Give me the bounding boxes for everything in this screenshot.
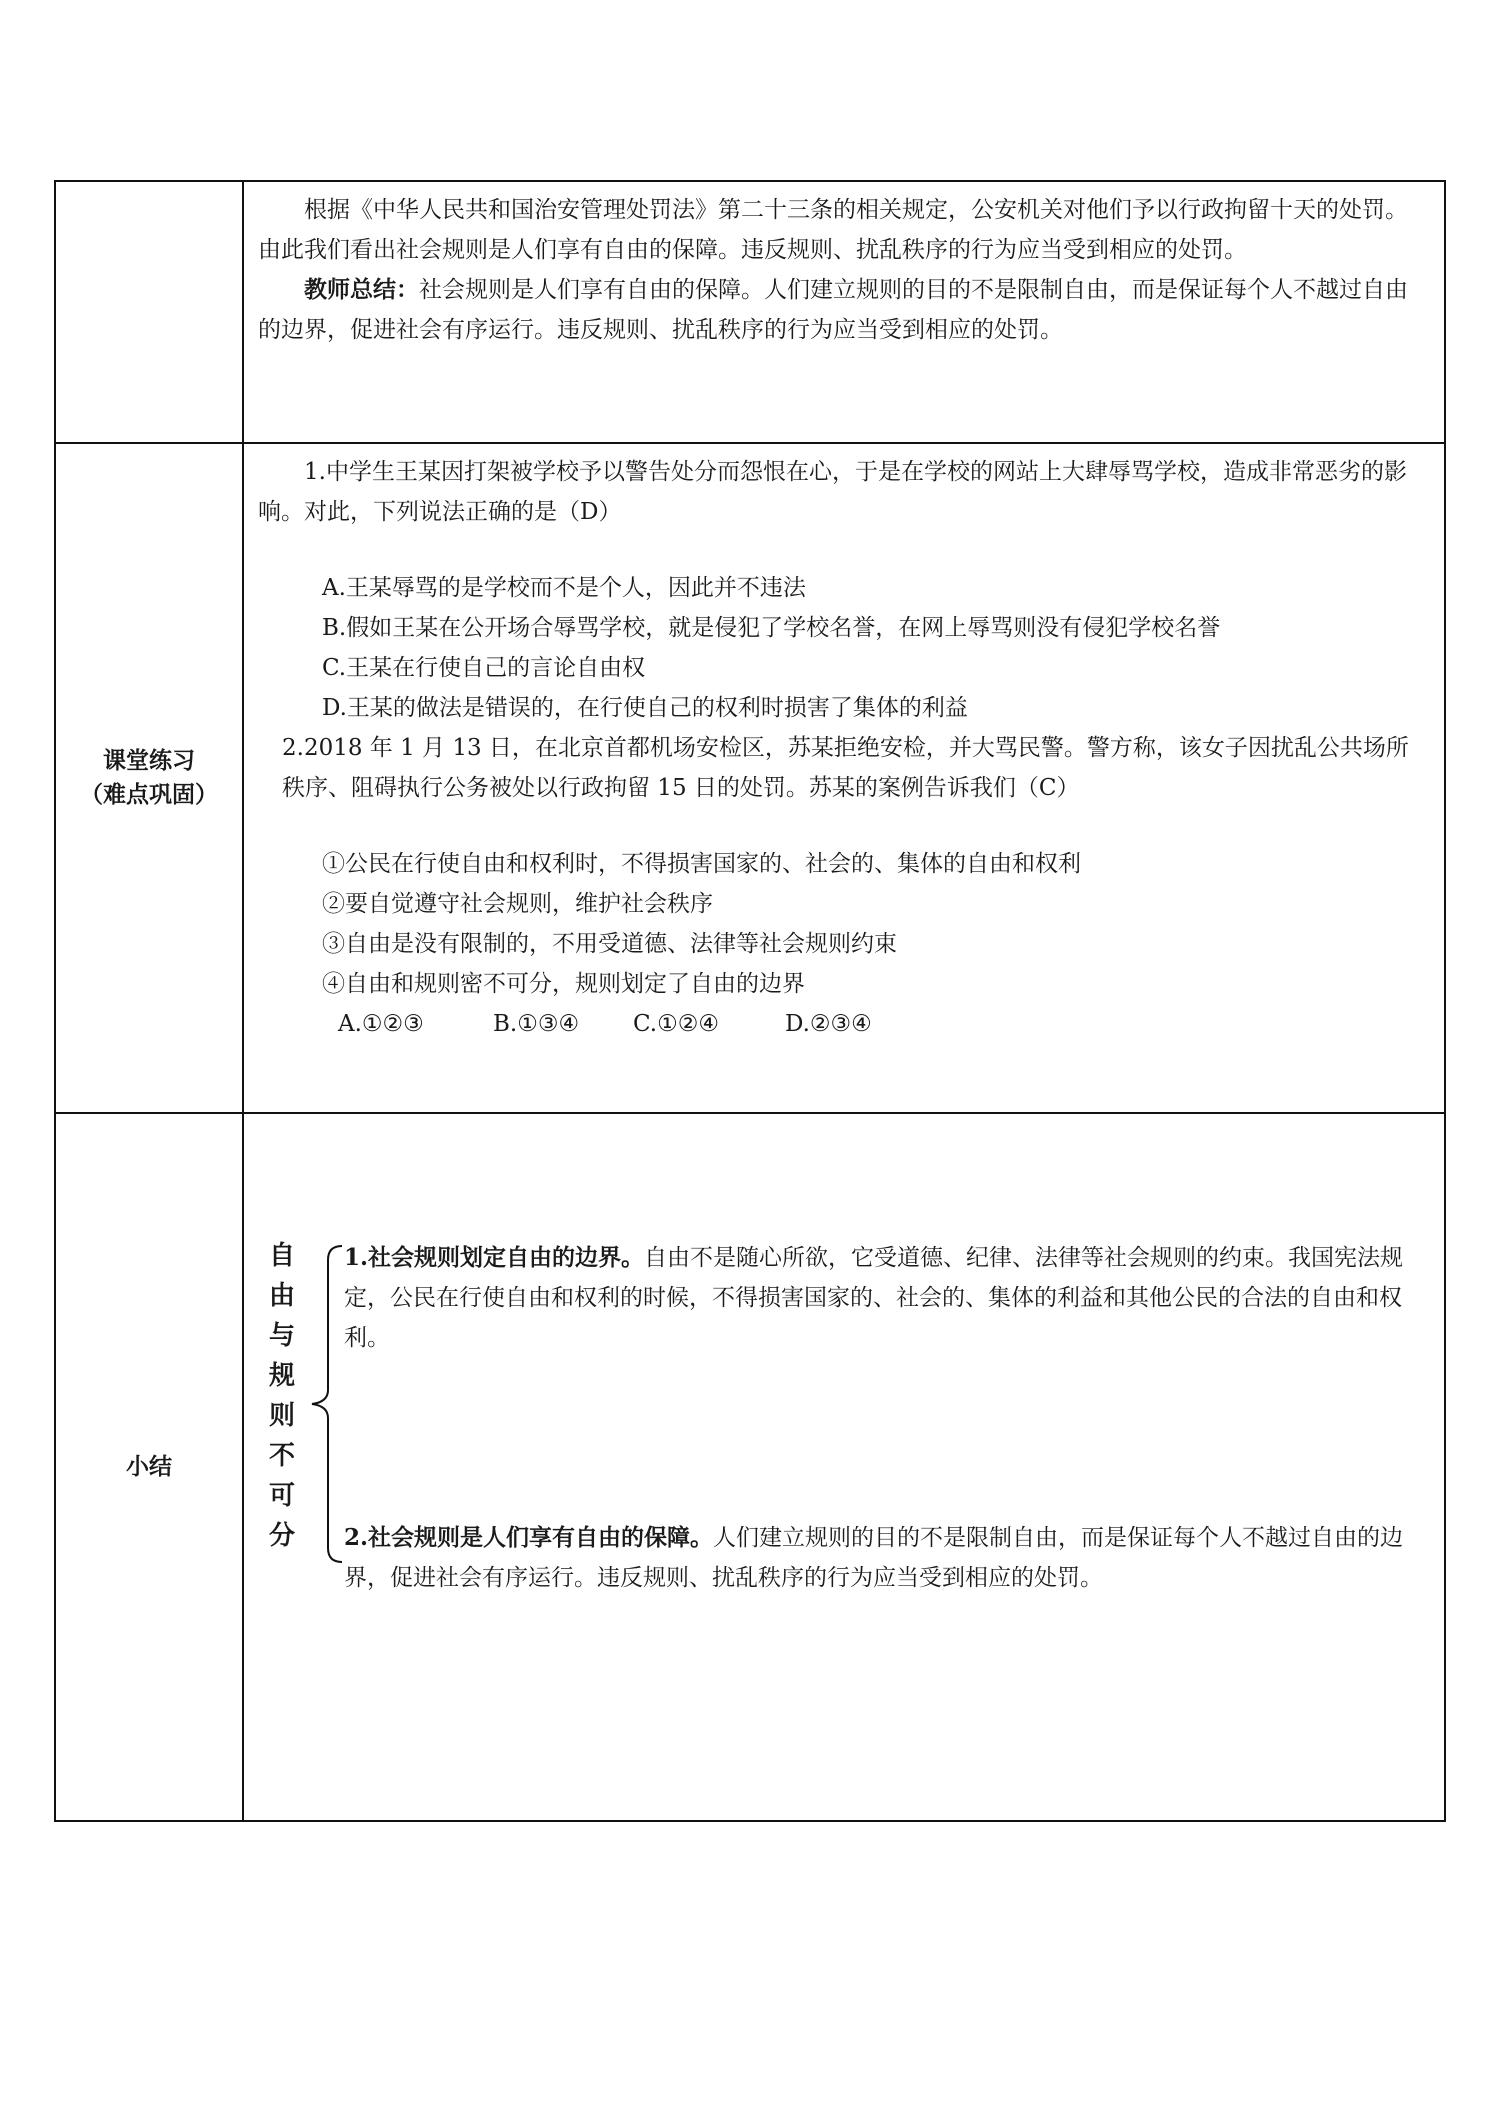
q2-choice-a: A.①②③ [338, 1011, 424, 1037]
question-2: 2.2018 年 1 月 13 日，在北京首都机场安检区，苏某拒绝安检，并大骂民警。警方称，该女子因扰乱公共场所秩序、阻碍执行公务被处以行政拘留 15 日的处罚。苏某的案例告诉我们（C） [282, 735, 1409, 801]
q2-statement-4: ④自由和规则密不可分，规则划定了自由的边界 [322, 971, 805, 997]
row-label-summary: 小结 [55, 1113, 243, 1821]
practice-label-line1: 课堂练习 [103, 748, 195, 774]
summary-point-1 [344, 1238, 1414, 1358]
point-2-heading: 2.社会规则是人们享有自由的保障。 [344, 1524, 714, 1551]
practice-label-line2: （难点巩固） [80, 782, 218, 808]
case-paragraph: 根据《中华人民共和国治安管理处罚法》第二十三条的相关规定，公安机关对他们予以行政拘留十天的处罚。由此我们看出社会规则是人们享有自由的保障。违反规则、扰乱秩序的行为应当受到相应的处罚。 [258, 197, 1408, 263]
summary-point-2 [344, 1518, 1414, 1598]
q1-option-a: A.王某辱骂的是学校而不是个人，因此并不违法 [322, 575, 806, 601]
teacher-summary-label: 教师总结： [304, 276, 419, 303]
table-row [55, 181, 1445, 443]
point-2-text: 人们建立规则的目的不是限制自由，而是保证每个人不越过自由的边界，促进社会有序运行。违反规则、扰乱秩序的行为应当受到相应的处罚。 [344, 1525, 1404, 1591]
teacher-summary-text: 社会规则是人们享有自由的保障。人们建立规则的目的不是限制自由，而是保证每个人不越过自由的边界，促进社会有序运行。违反规则、扰乱秩序的行为应当受到相应的处罚。 [258, 277, 1408, 343]
content-cell [243, 181, 1445, 443]
vertical-title: 自 由 与 规 则 不 可 分 [268, 1241, 295, 1551]
curly-brace-icon [306, 1244, 346, 1564]
question-1: 1.中学生王某因打架被学校予以警告处分而怨恨在心，于是在学校的网站上大肆辱骂学校，造成非常恶劣的影响。对此，下列说法正确的是（D） [258, 459, 1407, 525]
q1-option-d: D.王某的做法是错误的，在行使自己的权利时损害了集体的利益 [322, 695, 968, 721]
q2-choice-d: D.②③④ [785, 1011, 872, 1037]
q1-option-c: C.王某在行使自己的言论自由权 [322, 655, 646, 681]
q2-statement-1: ①公民在行使自由和权利时，不得损害国家的、社会的、集体的自由和权利 [322, 851, 1081, 877]
content-cell [243, 1113, 1445, 1821]
teacher-summary [258, 270, 1430, 350]
row-label-empty [55, 181, 243, 443]
table-row [55, 1113, 1445, 1821]
table-row [55, 443, 1445, 1113]
q2-statement-3: ③自由是没有限制的，不用受道德、法律等社会规则约束 [322, 931, 897, 957]
content-cell [243, 443, 1445, 1113]
row-label-practice [55, 443, 243, 1113]
q2-choices [258, 1004, 1430, 1044]
point-1-heading: 1.社会规则划定自由的边界。 [344, 1244, 645, 1271]
q1-option-b: B.假如王某在公开场合辱骂学校，就是侵犯了学校名誉，在网上辱骂则没有侵犯学校名誉 [322, 615, 1221, 641]
q2-choice-b: B.①③④ [493, 1011, 580, 1037]
q2-statement-2: ②要自觉遵守社会规则，维护社会秩序 [322, 891, 713, 917]
lesson-table [54, 180, 1446, 1822]
point-1-text: 自由不是随心所欲，它受道德、纪律、法律等社会规则的约束。我国宪法规定，公民在行使自由和权利的时候，不得损害国家的、社会的、集体的利益和其他公民的合法的自由和权利。 [344, 1245, 1404, 1351]
q2-choice-c: C.①②④ [633, 1011, 719, 1037]
